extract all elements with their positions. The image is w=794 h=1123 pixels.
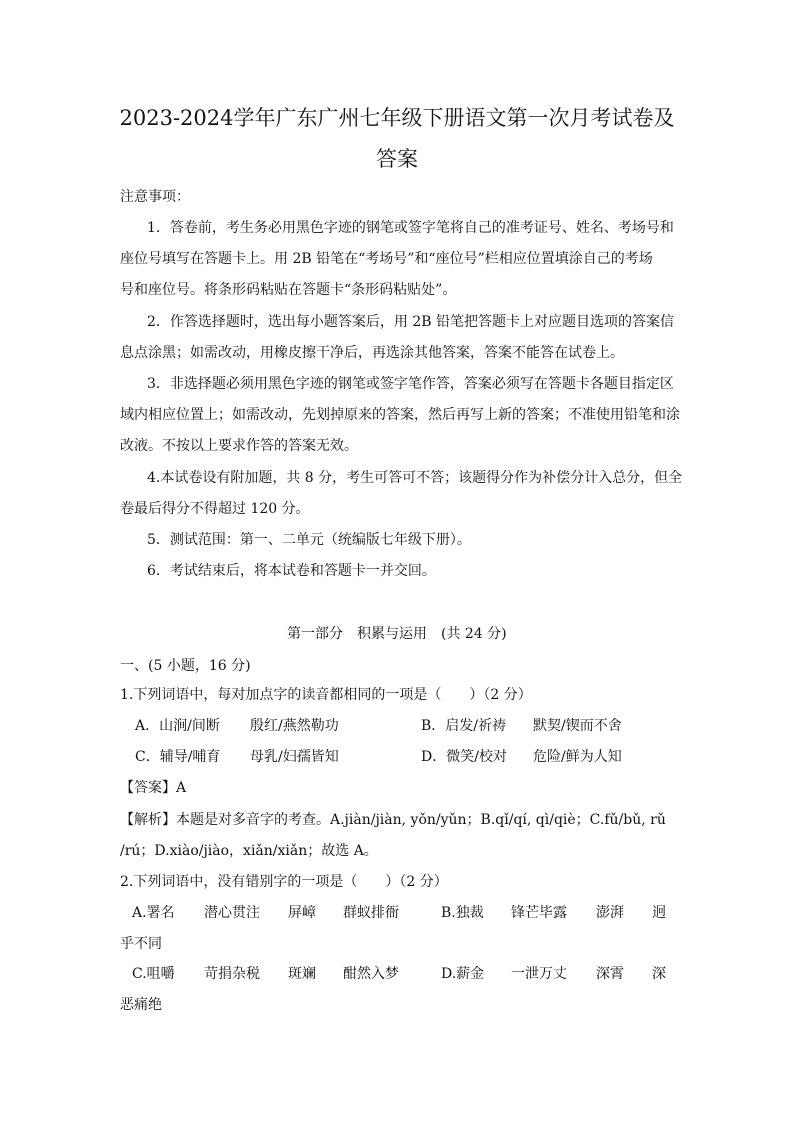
option-c-word: 酣然入梦: [343, 966, 399, 982]
option-a-text: 殷红/燕然勒功: [250, 718, 339, 734]
notice-line: 6．考试结束后，将本试卷和答题卡一并交回。: [147, 563, 436, 579]
question-2-stem: 2.下列词语中，没有错别字的一项是（ ）（2 分）: [120, 874, 448, 890]
page-title-line1: 2023-2024学年广东广州七年级下册语文第一次月考试卷及: [119, 106, 675, 130]
option-a-label: A.署名: [132, 905, 175, 921]
option-d-word: 深: [652, 966, 666, 982]
option-d-word: 一泄万丈: [511, 966, 567, 982]
option-a-word: 群蚁排衙: [343, 905, 399, 921]
option-c-label: C.咀嚼: [132, 966, 175, 982]
notice-line: 座位号填写在答题卡上。用 2B 铅笔在“考场号”和“座位号”栏相应位置填涂自己的考场: [120, 251, 653, 267]
notice-line: 卷最后得分不得超过 120 分。: [120, 501, 310, 517]
option-c-word: 斑斓: [288, 966, 316, 982]
option-b-label: B.独裁: [441, 905, 484, 921]
page-title-line2: 答案: [376, 147, 418, 171]
part-heading: 第一部分 积累与运用 (共 24 分): [287, 626, 507, 642]
option-c-label: C．辅导/哺育: [135, 749, 221, 765]
notice-line: 3．非选择题必须用黑色字迹的钢笔或签字笔作答，答案必须写在答题卡各题目指定区: [147, 376, 674, 392]
option-c-text: 母乳/妇孺皆知: [250, 749, 339, 765]
option-d-wrap: 恶痛绝: [120, 997, 162, 1013]
notice-line: 2．作答选择题时，选出每小题答案后，用 2B 铅笔把答题卡上对应题目选项的答案信: [147, 314, 675, 330]
option-c-word: 苛捐杂税: [204, 966, 260, 982]
option-d-word: 深霄: [596, 966, 624, 982]
option-a-word: 潜心贯注: [204, 905, 260, 921]
notice-line: 息点涂黑；如需改动，用橡皮擦干净后，再选涂其他答案，答案不能答在试卷上。: [120, 345, 624, 361]
option-b-word: 锋芒毕露: [511, 905, 567, 921]
notice-line: 改液。不按以上要求作答的答案无效。: [120, 438, 358, 454]
option-a-word: 屏嶂: [288, 905, 316, 921]
notice-line: 4.本试卷设有附加题，共 8 分，考生可答可不答；该题得分作为补偿分计入总分，但全: [147, 470, 683, 486]
notice-line: 号和座位号。将条形码粘贴在答题卡“条形码粘贴处”。: [120, 282, 457, 298]
notice-line: 域内相应位置上；如需改动，先划掉原来的答案，然后再写上新的答案；不准使用铅笔和涂: [120, 407, 680, 423]
analysis-text: /rú；D.xiào/jiào，xiǎn/xiǎn；故选 A。: [120, 843, 378, 859]
option-d-text: 危险/鲜为人知: [533, 749, 622, 765]
option-b-text: 默契/锲而不舍: [533, 718, 622, 734]
option-d-label: D．微笑/校对: [421, 749, 507, 765]
notice-line: 1．答卷前，考生务必用黑色字迹的钢笔或签字笔将自己的准考证号、姓名、考场号和: [147, 220, 674, 236]
option-b-label: B．启发/祈祷: [421, 718, 507, 734]
option-d-label: D.薪金: [441, 966, 485, 982]
option-b-word: 澎湃: [596, 905, 624, 921]
answer-text: 【答案】A: [120, 780, 187, 796]
notice-heading: 注意事项：: [120, 189, 190, 205]
option-b-word: 迥: [652, 905, 666, 921]
analysis-text: 【解析】本题是对多音字的考查。A.jiàn/jiàn, yǒn/yǔn；B.qǐ/qí, qì/qiè；C.fǔ/bǔ, rǔ: [120, 812, 666, 828]
notice-line: 5．测试范围：第一、二单元（统编版七年级下册）。: [147, 532, 471, 548]
option-a-label: A．山涧/间断: [135, 718, 220, 734]
section-heading: 一、(5 小题，16 分): [120, 658, 251, 674]
option-b-wrap: 乎不同: [120, 936, 162, 952]
question-1-stem: 1.下列词语中，每对加点字的读音都相同的一项是（ ）（2 分）: [120, 687, 532, 703]
